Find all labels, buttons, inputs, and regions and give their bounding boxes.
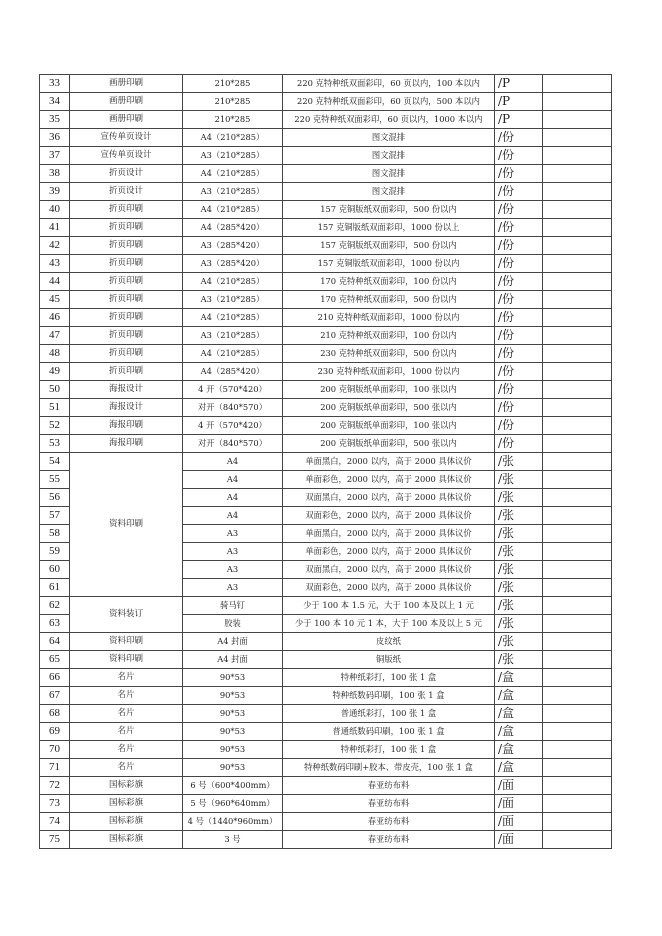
spec-cell: 210*285 xyxy=(183,93,283,111)
spec-cell: 6 号（600*400mm） xyxy=(183,777,283,795)
spec-cell: A3（285*420） xyxy=(183,255,283,273)
row-number-cell: 66 xyxy=(40,669,70,687)
row-number-cell: 52 xyxy=(40,417,70,435)
item-name-cell: 资料印刷 xyxy=(70,651,183,669)
item-name-cell: 名片 xyxy=(70,723,183,741)
spec-cell: A3（210*285） xyxy=(183,183,283,201)
spec-cell: A4（210*285） xyxy=(183,309,283,327)
description-cell: 200 克铜版纸单面彩印，100 张以内 xyxy=(283,381,495,399)
spec-cell: A3（285*420） xyxy=(183,237,283,255)
description-cell: 157 克铜版纸双面彩印，500 份以内 xyxy=(283,201,495,219)
item-name-cell: 海报设计 xyxy=(70,399,183,417)
spec-cell: 210*285 xyxy=(183,75,283,93)
description-cell: 图文混排 xyxy=(283,165,495,183)
table-row xyxy=(40,669,612,687)
row-number-cell: 73 xyxy=(40,795,70,813)
spec-cell: A4 xyxy=(183,489,283,507)
extra-cell xyxy=(543,831,612,849)
spec-cell: A3（210*285） xyxy=(183,291,283,309)
table-row xyxy=(40,273,612,291)
row-number-cell: 35 xyxy=(40,111,70,129)
extra-cell xyxy=(543,561,612,579)
extra-cell xyxy=(543,93,612,111)
item-name-cell: 折页设计 xyxy=(70,183,183,201)
row-number-cell: 38 xyxy=(40,165,70,183)
extra-cell xyxy=(543,489,612,507)
description-cell: 皮纹纸 xyxy=(283,633,495,651)
unit-cell: /张 xyxy=(495,525,543,543)
table-row xyxy=(40,363,612,381)
item-name-cell: 宣传单页设计 xyxy=(70,147,183,165)
table-row xyxy=(40,399,612,417)
item-name-cell: 国标彩旗 xyxy=(70,831,183,849)
table-row xyxy=(40,183,612,201)
spec-cell: 90*53 xyxy=(183,669,283,687)
item-name-cell: 名片 xyxy=(70,687,183,705)
table-row xyxy=(40,795,612,813)
extra-cell xyxy=(543,741,612,759)
extra-cell xyxy=(543,219,612,237)
unit-cell: /份 xyxy=(495,417,543,435)
spec-cell: 90*53 xyxy=(183,741,283,759)
table-row xyxy=(40,759,612,777)
description-cell: 双面黑白，2000 以内，高于 2000 具体议价 xyxy=(283,489,495,507)
description-cell: 157 克铜版纸双面彩印，500 份以内 xyxy=(283,237,495,255)
table-row xyxy=(40,435,612,453)
item-name-cell: 折页印刷 xyxy=(70,309,183,327)
row-number-cell: 67 xyxy=(40,687,70,705)
extra-cell xyxy=(543,687,612,705)
spec-cell: A4 xyxy=(183,507,283,525)
row-number-cell: 59 xyxy=(40,543,70,561)
price-table-body xyxy=(40,75,612,849)
row-number-cell: 61 xyxy=(40,579,70,597)
table-row xyxy=(40,381,612,399)
row-number-cell: 53 xyxy=(40,435,70,453)
description-cell: 220 克特种纸双面彩印，60 页以内，500 本以内 xyxy=(283,93,495,111)
spec-cell: 90*53 xyxy=(183,759,283,777)
description-cell: 普通纸数码印刷，100 张 1 盒 xyxy=(283,723,495,741)
table-row xyxy=(40,687,612,705)
table-row xyxy=(40,327,612,345)
unit-cell: /份 xyxy=(495,165,543,183)
extra-cell xyxy=(543,669,612,687)
table-row xyxy=(40,453,612,471)
spec-cell: A3 xyxy=(183,579,283,597)
unit-cell: /份 xyxy=(495,183,543,201)
unit-cell: /面 xyxy=(495,813,543,831)
unit-cell: /份 xyxy=(495,435,543,453)
extra-cell xyxy=(543,615,612,633)
table-row xyxy=(40,813,612,831)
table-row xyxy=(40,723,612,741)
spec-cell: A4 封面 xyxy=(183,633,283,651)
spec-cell: A4（210*285） xyxy=(183,273,283,291)
extra-cell xyxy=(543,255,612,273)
item-name-cell: 宣传单页设计 xyxy=(70,129,183,147)
row-number-cell: 40 xyxy=(40,201,70,219)
unit-cell: /张 xyxy=(495,597,543,615)
extra-cell xyxy=(543,201,612,219)
table-row xyxy=(40,75,612,93)
extra-cell xyxy=(543,723,612,741)
item-name-cell: 资料装订 xyxy=(70,597,183,633)
spec-cell: A3 xyxy=(183,525,283,543)
description-cell: 230 克特种纸双面彩印，1000 份以内 xyxy=(283,363,495,381)
unit-cell: /份 xyxy=(495,147,543,165)
description-cell: 春亚纺布料 xyxy=(283,795,495,813)
extra-cell xyxy=(543,759,612,777)
extra-cell xyxy=(543,507,612,525)
row-number-cell: 70 xyxy=(40,741,70,759)
row-number-cell: 45 xyxy=(40,291,70,309)
unit-cell: /份 xyxy=(495,309,543,327)
unit-cell: /份 xyxy=(495,363,543,381)
spec-cell: A3 xyxy=(183,561,283,579)
description-cell: 特种纸彩打，100 张 1 盒 xyxy=(283,669,495,687)
unit-cell: /面 xyxy=(495,777,543,795)
item-name-cell: 海报印刷 xyxy=(70,435,183,453)
item-name-cell: 国标彩旗 xyxy=(70,813,183,831)
extra-cell xyxy=(543,543,612,561)
description-cell: 单面彩色，2000 以内，高于 2000 具体议价 xyxy=(283,543,495,561)
extra-cell xyxy=(543,363,612,381)
extra-cell xyxy=(543,435,612,453)
spec-cell: 3 号 xyxy=(183,831,283,849)
spec-cell: A3（210*285） xyxy=(183,147,283,165)
item-name-cell: 折页印刷 xyxy=(70,237,183,255)
row-number-cell: 34 xyxy=(40,93,70,111)
description-cell: 铜版纸 xyxy=(283,651,495,669)
table-row xyxy=(40,237,612,255)
item-name-cell: 名片 xyxy=(70,759,183,777)
row-number-cell: 58 xyxy=(40,525,70,543)
unit-cell: /份 xyxy=(495,345,543,363)
extra-cell xyxy=(543,381,612,399)
spec-cell: 骑马钉 xyxy=(183,597,283,615)
unit-cell: /份 xyxy=(495,237,543,255)
extra-cell xyxy=(543,75,612,93)
unit-cell: /份 xyxy=(495,129,543,147)
spec-cell: A4（285*420） xyxy=(183,219,283,237)
row-number-cell: 50 xyxy=(40,381,70,399)
item-name-cell: 国标彩旗 xyxy=(70,777,183,795)
unit-cell: /张 xyxy=(495,471,543,489)
unit-cell: /盒 xyxy=(495,669,543,687)
unit-cell: /张 xyxy=(495,561,543,579)
extra-cell xyxy=(543,813,612,831)
extra-cell xyxy=(543,579,612,597)
table-row xyxy=(40,705,612,723)
row-number-cell: 65 xyxy=(40,651,70,669)
description-cell: 210 克特种纸双面彩印，100 份以内 xyxy=(283,327,495,345)
extra-cell xyxy=(543,327,612,345)
description-cell: 200 克铜版纸单面彩印，500 张以内 xyxy=(283,435,495,453)
extra-cell xyxy=(543,453,612,471)
extra-cell xyxy=(543,291,612,309)
unit-cell: /盒 xyxy=(495,741,543,759)
table-row xyxy=(40,129,612,147)
extra-cell xyxy=(543,183,612,201)
table-row xyxy=(40,741,612,759)
unit-cell: /张 xyxy=(495,579,543,597)
description-cell: 春亚纺布料 xyxy=(283,777,495,795)
description-cell: 220 克特种纸双面彩印，60 页以内，1000 本以内 xyxy=(283,111,495,129)
description-cell: 单面彩色，2000 以内，高于 2000 具体议价 xyxy=(283,471,495,489)
extra-cell xyxy=(543,111,612,129)
extra-cell xyxy=(543,705,612,723)
description-cell: 200 克铜版纸单面彩印，100 张以内 xyxy=(283,417,495,435)
unit-cell: /面 xyxy=(495,795,543,813)
row-number-cell: 46 xyxy=(40,309,70,327)
item-name-cell: 折页印刷 xyxy=(70,255,183,273)
row-number-cell: 57 xyxy=(40,507,70,525)
table-row xyxy=(40,165,612,183)
description-cell: 单面黑白，2000 以内，高于 2000 具体议价 xyxy=(283,453,495,471)
unit-cell: /张 xyxy=(495,543,543,561)
spec-cell: 90*53 xyxy=(183,687,283,705)
description-cell: 特种纸数码印刷+胶本、带皮壳，100 张 1 盒 xyxy=(283,759,495,777)
spec-cell: 90*53 xyxy=(183,723,283,741)
description-cell: 普通纸彩打，100 张 1 盒 xyxy=(283,705,495,723)
spec-cell: 90*53 xyxy=(183,705,283,723)
table-row xyxy=(40,201,612,219)
unit-cell: /份 xyxy=(495,201,543,219)
unit-cell: /份 xyxy=(495,327,543,345)
unit-cell: /份 xyxy=(495,255,543,273)
table-row xyxy=(40,831,612,849)
row-number-cell: 43 xyxy=(40,255,70,273)
description-cell: 春亚纺布料 xyxy=(283,831,495,849)
row-number-cell: 49 xyxy=(40,363,70,381)
spec-cell: A4（210*285） xyxy=(183,201,283,219)
row-number-cell: 63 xyxy=(40,615,70,633)
spec-cell: A3（210*285） xyxy=(183,327,283,345)
table-row xyxy=(40,345,612,363)
table-row xyxy=(40,147,612,165)
item-name-cell: 折页印刷 xyxy=(70,345,183,363)
item-name-cell: 资料印刷 xyxy=(70,453,183,597)
unit-cell: /P xyxy=(495,75,543,93)
unit-cell: /份 xyxy=(495,381,543,399)
table-row xyxy=(40,111,612,129)
row-number-cell: 54 xyxy=(40,453,70,471)
row-number-cell: 51 xyxy=(40,399,70,417)
spec-cell: A4（210*285） xyxy=(183,129,283,147)
item-name-cell: 名片 xyxy=(70,705,183,723)
price-table xyxy=(39,74,612,849)
spec-cell: A3 xyxy=(183,543,283,561)
spec-cell: 4 开（570*420） xyxy=(183,381,283,399)
row-number-cell: 42 xyxy=(40,237,70,255)
extra-cell xyxy=(543,345,612,363)
row-number-cell: 44 xyxy=(40,273,70,291)
row-number-cell: 47 xyxy=(40,327,70,345)
table-row xyxy=(40,417,612,435)
description-cell: 170 克特种纸双面彩印，100 份以内 xyxy=(283,273,495,291)
row-number-cell: 71 xyxy=(40,759,70,777)
unit-cell: /盒 xyxy=(495,687,543,705)
description-cell: 210 克特种纸双面彩印，1000 份以内 xyxy=(283,309,495,327)
spec-cell: A4 xyxy=(183,471,283,489)
extra-cell xyxy=(543,525,612,543)
unit-cell: /份 xyxy=(495,291,543,309)
table-row xyxy=(40,597,612,615)
item-name-cell: 折页印刷 xyxy=(70,201,183,219)
description-cell: 少于 100 本 1.5 元，大于 100 本及以上 1 元 xyxy=(283,597,495,615)
extra-cell xyxy=(543,417,612,435)
description-cell: 170 克特种纸双面彩印，500 份以内 xyxy=(283,291,495,309)
description-cell: 230 克特种纸双面彩印，500 份以内 xyxy=(283,345,495,363)
description-cell: 双面彩色，2000 以内，高于 2000 具体议价 xyxy=(283,579,495,597)
row-number-cell: 64 xyxy=(40,633,70,651)
extra-cell xyxy=(543,399,612,417)
unit-cell: /张 xyxy=(495,615,543,633)
extra-cell xyxy=(543,633,612,651)
spec-cell: A4（210*285） xyxy=(183,345,283,363)
item-name-cell: 海报印刷 xyxy=(70,417,183,435)
row-number-cell: 62 xyxy=(40,597,70,615)
row-number-cell: 33 xyxy=(40,75,70,93)
spec-cell: 5 号（960*640mm） xyxy=(183,795,283,813)
unit-cell: /张 xyxy=(495,633,543,651)
extra-cell xyxy=(543,777,612,795)
unit-cell: /张 xyxy=(495,507,543,525)
table-row xyxy=(40,651,612,669)
spec-cell: 4 号（1440*960mm） xyxy=(183,813,283,831)
row-number-cell: 55 xyxy=(40,471,70,489)
description-cell: 双面黑白，2000 以内，高于 2000 具体议价 xyxy=(283,561,495,579)
unit-cell: /P xyxy=(495,93,543,111)
description-cell: 图文混排 xyxy=(283,147,495,165)
extra-cell xyxy=(543,309,612,327)
row-number-cell: 68 xyxy=(40,705,70,723)
item-name-cell: 折页印刷 xyxy=(70,363,183,381)
unit-cell: /份 xyxy=(495,399,543,417)
extra-cell xyxy=(543,237,612,255)
unit-cell: /盒 xyxy=(495,705,543,723)
spec-cell: 4 开（570*420） xyxy=(183,417,283,435)
table-row xyxy=(40,777,612,795)
unit-cell: /P xyxy=(495,111,543,129)
item-name-cell: 折页印刷 xyxy=(70,273,183,291)
description-cell: 春亚纺布料 xyxy=(283,813,495,831)
description-cell: 220 克特种纸双面彩印，60 页以内，100 本以内 xyxy=(283,75,495,93)
table-row xyxy=(40,291,612,309)
row-number-cell: 69 xyxy=(40,723,70,741)
row-number-cell: 39 xyxy=(40,183,70,201)
item-name-cell: 国标彩旗 xyxy=(70,795,183,813)
item-name-cell: 折页印刷 xyxy=(70,327,183,345)
table-row xyxy=(40,93,612,111)
item-name-cell: 折页印刷 xyxy=(70,291,183,309)
description-cell: 图文混排 xyxy=(283,129,495,147)
row-number-cell: 48 xyxy=(40,345,70,363)
unit-cell: /盒 xyxy=(495,723,543,741)
item-name-cell: 名片 xyxy=(70,741,183,759)
description-cell: 157 克铜版纸双面彩印，1000 份以内 xyxy=(283,255,495,273)
row-number-cell: 36 xyxy=(40,129,70,147)
extra-cell xyxy=(543,471,612,489)
unit-cell: /盒 xyxy=(495,759,543,777)
spec-cell: 对开（840*570） xyxy=(183,399,283,417)
description-cell: 少于 100 本 10 元 1 本，大于 100 本及以上 5 元 xyxy=(283,615,495,633)
row-number-cell: 75 xyxy=(40,831,70,849)
spec-cell: 胶装 xyxy=(183,615,283,633)
unit-cell: /张 xyxy=(495,453,543,471)
spec-cell: 210*285 xyxy=(183,111,283,129)
extra-cell xyxy=(543,597,612,615)
extra-cell xyxy=(543,273,612,291)
spec-cell: A4（285*420） xyxy=(183,363,283,381)
spec-cell: 对开（840*570） xyxy=(183,435,283,453)
row-number-cell: 72 xyxy=(40,777,70,795)
description-cell: 双面彩色，2000 以内，高于 2000 具体议价 xyxy=(283,507,495,525)
item-name-cell: 画册印刷 xyxy=(70,75,183,93)
row-number-cell: 41 xyxy=(40,219,70,237)
item-name-cell: 折页印刷 xyxy=(70,219,183,237)
unit-cell: /份 xyxy=(495,273,543,291)
unit-cell: /张 xyxy=(495,489,543,507)
description-cell: 图文混排 xyxy=(283,183,495,201)
description-cell: 200 克铜版纸单面彩印，500 张以内 xyxy=(283,399,495,417)
extra-cell xyxy=(543,651,612,669)
spec-cell: A4 xyxy=(183,453,283,471)
description-cell: 特种纸数码印刷，100 张 1 盒 xyxy=(283,687,495,705)
row-number-cell: 56 xyxy=(40,489,70,507)
description-cell: 157 克铜版纸双面彩印，1000 份以上 xyxy=(283,219,495,237)
table-row xyxy=(40,633,612,651)
item-name-cell: 名片 xyxy=(70,669,183,687)
item-name-cell: 画册印刷 xyxy=(70,93,183,111)
table-row xyxy=(40,309,612,327)
item-name-cell: 折页设计 xyxy=(70,165,183,183)
description-cell: 特种纸彩打，100 张 1 盒 xyxy=(283,741,495,759)
table-row xyxy=(40,219,612,237)
table-row xyxy=(40,255,612,273)
description-cell: 单面黑白，2000 以内，高于 2000 具体议价 xyxy=(283,525,495,543)
extra-cell xyxy=(543,165,612,183)
unit-cell: /张 xyxy=(495,651,543,669)
item-name-cell: 画册印刷 xyxy=(70,111,183,129)
unit-cell: /份 xyxy=(495,219,543,237)
row-number-cell: 74 xyxy=(40,813,70,831)
spec-cell: A4 封面 xyxy=(183,651,283,669)
row-number-cell: 60 xyxy=(40,561,70,579)
extra-cell xyxy=(543,147,612,165)
extra-cell xyxy=(543,129,612,147)
extra-cell xyxy=(543,795,612,813)
item-name-cell: 资料印刷 xyxy=(70,633,183,651)
spec-cell: A4（210*285） xyxy=(183,165,283,183)
unit-cell: /面 xyxy=(495,831,543,849)
item-name-cell: 海报设计 xyxy=(70,381,183,399)
row-number-cell: 37 xyxy=(40,147,70,165)
